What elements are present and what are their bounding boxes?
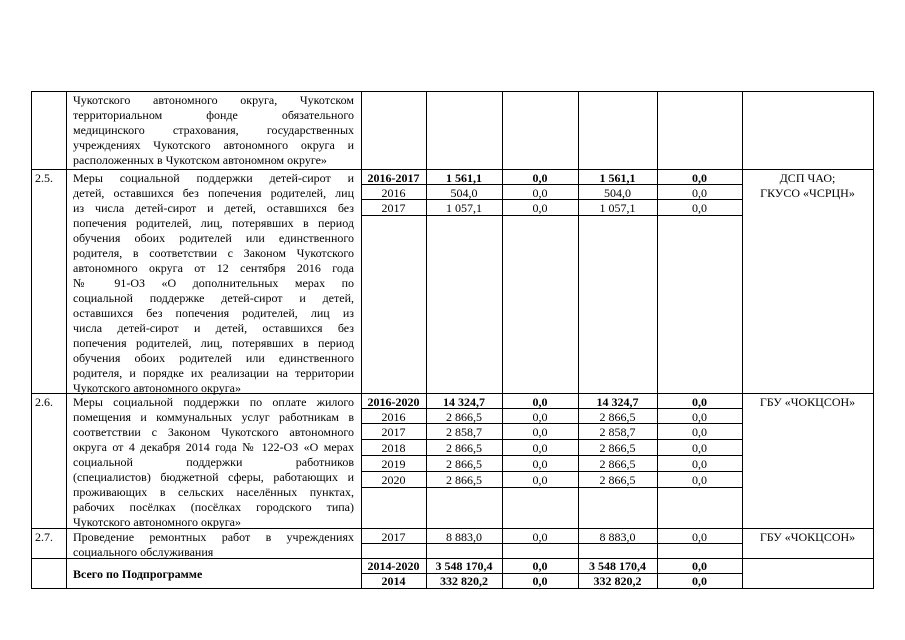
cell-okr: 2 858,7 [599,425,636,439]
cell-okr: 504,0 [604,186,631,200]
item-description-line: Чукотского автономного округа, Чукотском [73,93,354,107]
cell-fed: 0,0 [532,186,548,200]
total-cell-okr: 332 820,2 [593,574,642,588]
cell-total: 504,0 [450,186,478,200]
cell-year: 2017 [381,201,406,215]
cell-other: 0,0 [692,186,707,200]
cell-other: 0,0 [692,410,707,424]
cell-other: 0,0 [692,530,707,544]
item-description-line: № 91-ОЗ «О дополнительных мерах по [73,276,354,290]
cell-fed: 0,0 [532,473,548,487]
table-vline-2 [361,91,362,588]
table-vline-6 [657,91,658,588]
item-description-line: обучения обоих родителей или единственного [73,351,354,365]
item-description-line: социального обслуживания [73,545,214,559]
item-number: 2.6. [35,395,53,409]
cell-total: 2 866,5 [446,457,482,471]
cell-total: 1 561,1 [446,171,482,185]
cell-year: 2018 [381,441,406,455]
cell-okr: 8 883,0 [599,530,636,544]
cell-other: 0,0 [692,441,707,455]
cell-okr: 2 866,5 [599,410,636,424]
cell-other: 0,0 [692,395,707,409]
item-description-line: Чукотского автономного округа» [73,381,241,395]
item-description-line: Проведение ремонтных работ в учреждениях [73,530,354,544]
table-vline-0 [31,91,32,588]
cell-okr: 1 057,1 [599,201,636,215]
table-vline-4 [502,91,503,588]
cell-other: 0,0 [692,201,707,215]
item-description-line: рабочих посёлках (посёлках городского типа) [73,500,354,514]
total-cell-fed: 0,0 [532,574,548,588]
cell-year: 2016-2020 [367,395,420,409]
cell-fed: 0,0 [532,441,548,455]
item-description-line: социальной поддержки работников [73,455,354,469]
total-cell-total: 332 820,2 [440,574,488,588]
cell-year: 2017 [381,425,406,439]
item-description-line: детей, оставшихся без попечения родителей, лиц [73,186,354,200]
item-description-line: числа детей-сирот и детей, оставшихся без [73,321,354,335]
table-vline-5 [578,91,579,588]
item-number: 2.5. [35,171,53,185]
total-cell-fed: 0,0 [532,559,548,573]
cell-fed: 0,0 [532,395,548,409]
item-description-line: территориальном фонде обязательного [73,108,354,122]
total-cell-okr: 3 548 170,4 [589,559,646,573]
total-label: Всего по Подпрограмме [73,567,203,581]
table-vline-7 [742,91,743,588]
item-description-line: медицинского страхования, государственных [73,123,354,137]
cell-year: 2020 [381,473,406,487]
cell-total: 2 866,5 [446,410,482,424]
item-description-line: Меры социальной поддержки детей-сирот и [73,171,354,185]
cell-fed: 0,0 [532,201,548,215]
cell-other: 0,0 [692,425,707,439]
cell-year: 2017 [381,530,406,544]
item-description-line: расположенных в Чукотском автономном округе» [73,153,327,167]
total-cell-other: 0,0 [692,559,707,573]
cell-total: 14 324,7 [443,395,485,409]
item-number: 2.7. [35,530,53,544]
item-description-line: обучения обоих родителей или единственного [73,231,354,245]
item-description-line: социальной поддержке детей-сирот и детей, [73,291,354,305]
total-cell-year: 2014 [381,574,406,588]
cell-total: 2 858,7 [446,425,482,439]
cell-fed: 0,0 [532,425,548,439]
item-description-line: попечения родителей, лиц, потерявших в период [73,336,354,350]
cell-year: 2016-2017 [367,171,420,185]
cell-okr: 14 324,7 [596,395,639,409]
responsible-executor: ГКУСО «ЧСРЦН» [760,186,855,200]
cell-okr: 2 866,5 [599,473,636,487]
item-description-line: Чукотского автономного округа» [73,515,241,529]
cell-total: 8 883,0 [446,530,482,544]
cell-fed: 0,0 [532,457,548,471]
item-description-line: (специалистов) бюджетной сферы, работающих и [73,470,354,484]
cell-fed: 0,0 [532,530,548,544]
cell-year: 2016 [381,186,406,200]
table-vline-1 [66,91,67,588]
responsible-executor: ГБУ «ЧОКЦСОН» [759,395,856,409]
item-description-line: автономного округа от 12 сентября 2016 года [73,261,354,275]
cell-okr: 1 561,1 [599,171,636,185]
table-vline-8 [873,91,874,588]
item-description-line: учреждениях Чукотского автономного округа и [73,138,354,152]
item-description-line: Меры социальной поддержки по оплате жилого [73,395,354,409]
responsible-executor: ГБУ «ЧОКЦСОН» [759,530,856,544]
table-vline-3 [426,91,427,588]
responsible-executor: ДСП ЧАО; [779,171,836,185]
cell-other: 0,0 [692,171,707,185]
cell-fed: 0,0 [532,410,548,424]
cell-other: 0,0 [692,473,707,487]
total-cell-total: 3 548 170,4 [435,559,493,573]
cell-other: 0,0 [692,457,707,471]
item-description-line: попечения родителей, лиц, потерявших в период [73,216,354,230]
cell-total: 1 057,1 [446,201,482,215]
cell-year: 2019 [381,457,406,471]
item-description-line: округа от 4 декабря 2014 года № 122-ОЗ «О мерах [73,440,354,454]
item-description-line: помещения и коммунальных услуг работникам в [73,410,354,424]
item-description-line: соответствии с Законом Чукотского автономного [73,425,354,439]
cell-okr: 2 866,5 [599,441,636,455]
item-description-line: оставшихся без попечения родителей, лиц из [73,306,354,320]
item-description-line: родителя, в соответствии с Законом Чукотского [73,246,354,260]
cell-year: 2016 [381,410,406,424]
cell-fed: 0,0 [532,171,548,185]
cell-total: 2 866,5 [446,473,482,487]
cell-total: 2 866,5 [446,441,482,455]
item-description-line: проживающих в сельских населённых пунктах, [73,485,354,499]
item-description-line: из числа детей-сирот и детей, оставшихся без [73,201,354,215]
cell-okr: 2 866,5 [599,457,636,471]
total-cell-year: 2014-2020 [367,559,420,573]
total-cell-other: 0,0 [692,574,707,588]
item-description-line: родителя, и порядке их реализации на территории [73,366,354,380]
